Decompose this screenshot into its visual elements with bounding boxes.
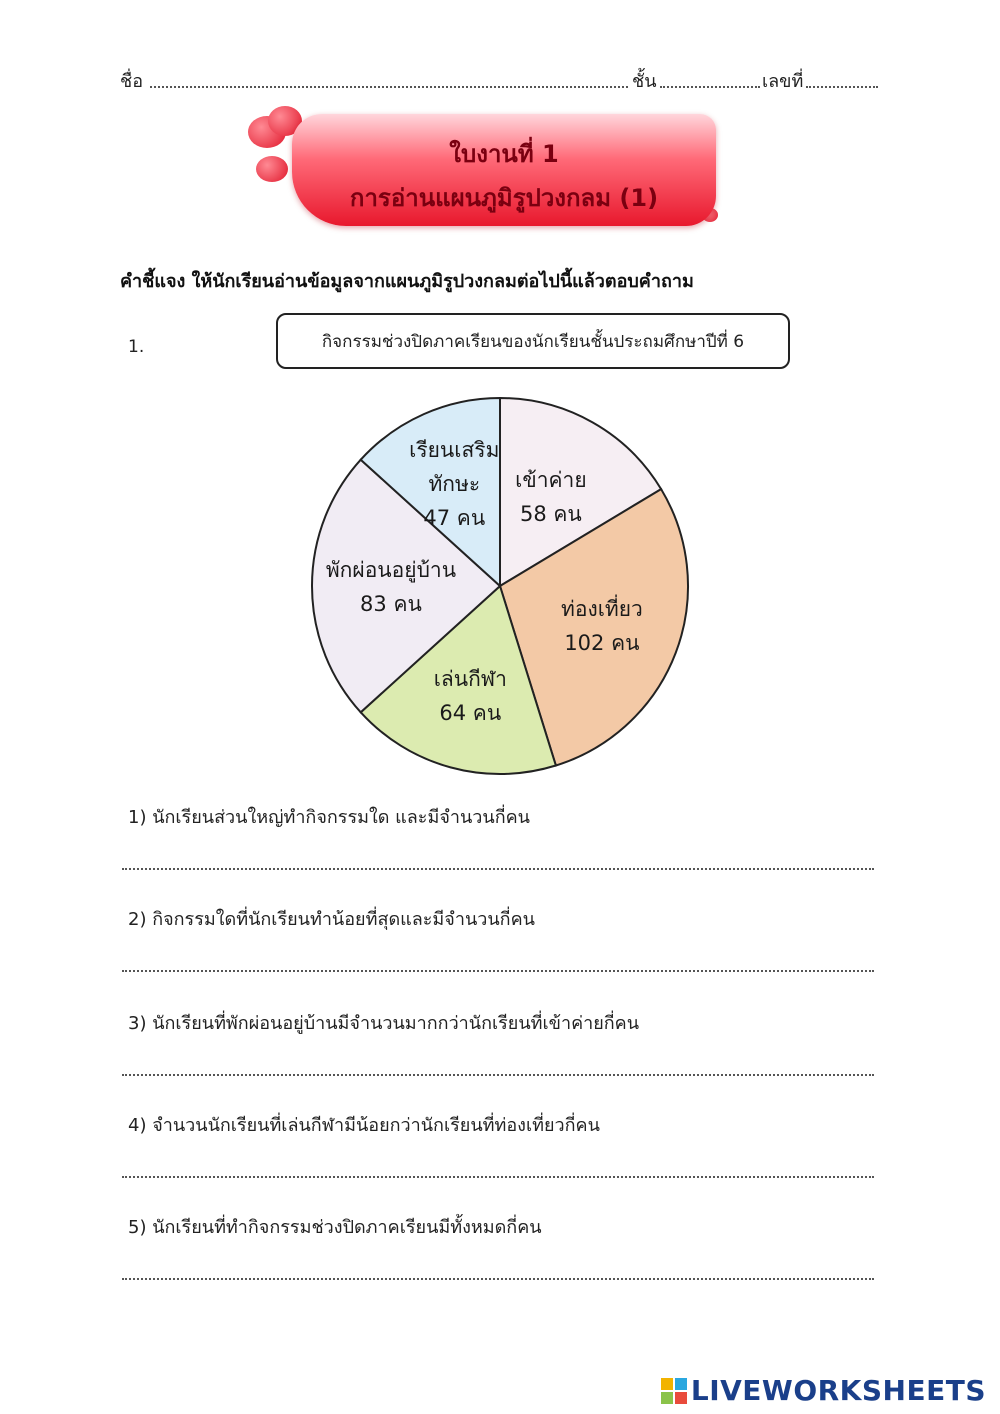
pie-slice-value-label: 47 คน <box>423 505 486 530</box>
name-field[interactable] <box>150 86 628 88</box>
title-banner <box>246 104 724 232</box>
pie-slice-category-label: เรียนเสริม <box>409 437 500 462</box>
liveworksheets-logo[interactable] <box>661 1374 986 1407</box>
pie-slice-value-label: 58 คน <box>519 501 582 526</box>
question-2: 2) กิจกรรมใดที่นักเรียนทำน้อยที่สุดและมีจำนวนกี่คน <box>128 909 535 930</box>
worksheet-topic-title: การอ่านแผนภูมิรูปวงกลม (1) <box>349 184 659 212</box>
answer-line-5[interactable] <box>122 1278 874 1280</box>
question-1: 1) นักเรียนส่วนใหญ่ทำกิจกรรมใด และมีจำนวนกี่คน <box>128 807 530 828</box>
class-label: ชั้น <box>632 71 657 92</box>
question-4: 4) จำนวนนักเรียนที่เล่นกีฬามีน้อยกว่านักเรียนที่ท่องเที่ยวกี่คน <box>128 1115 600 1136</box>
pie-chart <box>300 390 700 780</box>
student-number-field[interactable] <box>806 86 878 88</box>
pie-slice-value-label: 83 คน <box>360 592 422 616</box>
pie-slice-category-label: ทักษะ <box>428 471 481 496</box>
answer-line-4[interactable] <box>122 1176 874 1178</box>
question-3: 3) นักเรียนที่พักผ่อนอยู่บ้านมีจำนวนมากกว่านักเรียนที่เข้าค่ายกี่คน <box>128 1013 640 1034</box>
name-label: ชื่อ <box>120 71 144 92</box>
liveworksheets-logo-icon <box>661 1378 687 1404</box>
worksheet-number-title: ใบงานที่ 1 <box>449 140 559 168</box>
pie-slice-value-label: 64 คน <box>439 700 502 725</box>
answer-line-3[interactable] <box>122 1074 874 1076</box>
student-number-label: เลขที่ <box>762 71 804 92</box>
pie-slice-category-label: พักผ่อนอยู่บ้าน <box>325 558 457 582</box>
question-5: 5) นักเรียนที่ทำกิจกรรมช่วงปิดภาคเรียนมีทั้งหมดกี่คน <box>128 1217 542 1238</box>
answer-line-1[interactable] <box>122 868 874 870</box>
answer-line-2[interactable] <box>122 970 874 972</box>
chart-title: กิจกรรมช่วงปิดภาคเรียนของนักเรียนชั้นประถมศึกษาปีที่ 6 <box>276 313 790 369</box>
class-field[interactable] <box>660 86 760 88</box>
liveworksheets-logo-text: LIVEWORKSHEETS <box>690 1374 986 1407</box>
instructions: คำชี้แจง ให้นักเรียนอ่านข้อมูลจากแผนภูมิรูปวงกลมต่อไปนี้แล้วตอบคำถาม <box>120 271 694 292</box>
pie-slice-category-label: เข้าค่าย <box>515 467 587 492</box>
pie-slice-value-label: 102 คน <box>564 630 640 655</box>
heart-decoration-icon <box>256 156 288 182</box>
exercise-number: 1. <box>128 337 145 357</box>
pie-slice-category-label: ท่องเที่ยว <box>560 596 643 621</box>
pie-slice-category-label: เล่นกีฬา <box>433 666 507 691</box>
